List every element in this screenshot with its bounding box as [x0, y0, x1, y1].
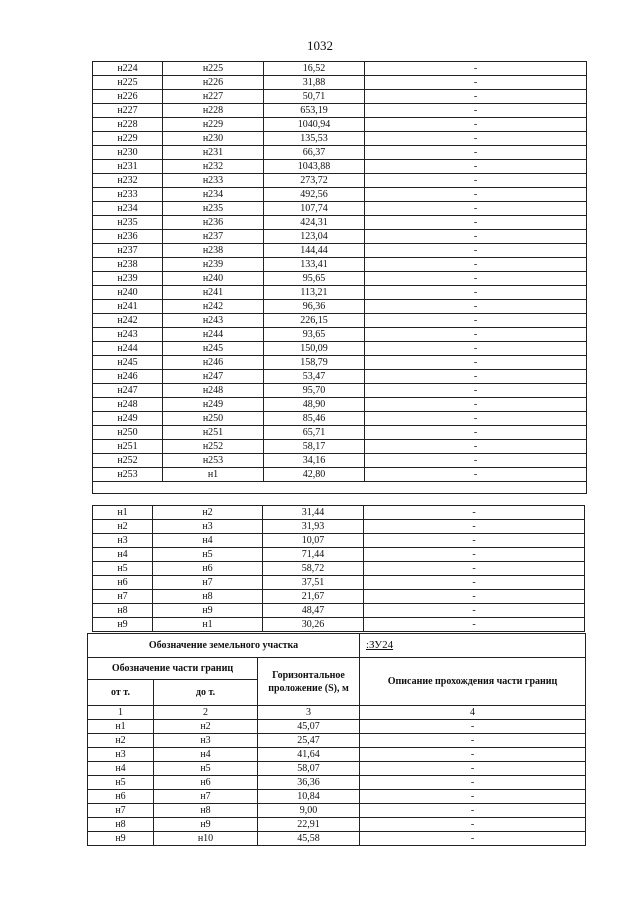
to-point: н2 [154, 720, 258, 734]
description: - [364, 604, 585, 618]
to-point: н4 [154, 748, 258, 762]
table-row [93, 440, 587, 454]
to-point: н228 [163, 104, 264, 118]
table-row [88, 734, 586, 748]
from-point: н4 [88, 762, 154, 776]
to-point: н240 [163, 272, 264, 286]
from-point: н230 [93, 146, 163, 160]
description: - [360, 804, 586, 818]
to-point: н247 [163, 370, 264, 384]
description: - [365, 230, 587, 244]
from-point: н7 [93, 590, 153, 604]
to-point: н5 [153, 548, 263, 562]
from-point: н8 [93, 604, 153, 618]
description: - [364, 548, 585, 562]
description: - [365, 272, 587, 286]
table-row [93, 132, 587, 146]
table-row [93, 370, 587, 384]
table-row [88, 804, 586, 818]
to-point: н239 [163, 258, 264, 272]
to-point: н6 [153, 562, 263, 576]
table-row [93, 314, 587, 328]
description: - [365, 370, 587, 384]
description: - [365, 342, 587, 356]
col-num-1: 1 [88, 706, 154, 720]
to-point: н233 [163, 174, 264, 188]
from-point: н4 [93, 548, 153, 562]
from-point: н1 [88, 720, 154, 734]
table-row [93, 328, 587, 342]
table-row [93, 506, 585, 520]
table-row [93, 244, 587, 258]
table-row [93, 160, 587, 174]
horizontal-distance: 144,44 [264, 244, 365, 258]
table-row [88, 818, 586, 832]
table-row [88, 720, 586, 734]
table-row [93, 286, 587, 300]
description: - [365, 146, 587, 160]
horizontal-distance: 31,88 [264, 76, 365, 90]
horizontal-distance: 53,47 [264, 370, 365, 384]
to-point: н7 [154, 790, 258, 804]
description: - [360, 818, 586, 832]
table-row [93, 258, 587, 272]
table-row [93, 590, 585, 604]
horizontal-header: Горизонтальное проложение (S), м [258, 658, 360, 706]
table-row [93, 576, 585, 590]
table-row [88, 748, 586, 762]
horizontal-distance: 34,16 [264, 454, 365, 468]
to-point: н242 [163, 300, 264, 314]
table-row [93, 216, 587, 230]
description: - [365, 426, 587, 440]
description: - [365, 468, 587, 482]
horizontal-distance: 65,71 [264, 426, 365, 440]
col-num-4: 4 [360, 706, 586, 720]
from-point: н253 [93, 468, 163, 482]
horizontal-distance: 113,21 [264, 286, 365, 300]
horizontal-distance: 31,93 [263, 520, 364, 534]
from-point: н236 [93, 230, 163, 244]
description: - [365, 202, 587, 216]
from-point: н233 [93, 188, 163, 202]
to-point: н9 [153, 604, 263, 618]
table-row [93, 454, 587, 468]
description: - [365, 188, 587, 202]
horizontal-distance: 424,31 [264, 216, 365, 230]
description: - [364, 576, 585, 590]
horizontal-distance: 1040,94 [264, 118, 365, 132]
to-point: н4 [153, 534, 263, 548]
from-point: н252 [93, 454, 163, 468]
description: - [360, 776, 586, 790]
description: - [360, 762, 586, 776]
horizontal-distance: 37,51 [263, 576, 364, 590]
description: - [364, 506, 585, 520]
from-point: н243 [93, 328, 163, 342]
horizontal-distance: 95,65 [264, 272, 365, 286]
from-point: н3 [93, 534, 153, 548]
table-row [93, 90, 587, 104]
from-point: н246 [93, 370, 163, 384]
horizontal-distance: 653,19 [264, 104, 365, 118]
description: - [365, 118, 587, 132]
to-point: н244 [163, 328, 264, 342]
horizontal-distance: 45,58 [258, 832, 360, 846]
table-row [93, 384, 587, 398]
horizontal-distance: 135,53 [264, 132, 365, 146]
to-point: н9 [154, 818, 258, 832]
from-point: н251 [93, 440, 163, 454]
horizontal-distance: 1043,88 [264, 160, 365, 174]
from-header: от т. [88, 680, 154, 706]
description: - [365, 398, 587, 412]
table-row [93, 562, 585, 576]
from-point: н1 [93, 506, 153, 520]
table-row [93, 272, 587, 286]
table-row [88, 790, 586, 804]
to-point: н238 [163, 244, 264, 258]
description: - [365, 90, 587, 104]
horizontal-distance: 492,56 [264, 188, 365, 202]
parcel-value: :ЗУ24 [360, 634, 586, 658]
parcel-table [87, 633, 586, 846]
horizontal-distance: 45,07 [258, 720, 360, 734]
horizontal-distance: 25,47 [258, 734, 360, 748]
description: - [364, 618, 585, 632]
from-point: н237 [93, 244, 163, 258]
to-point: н8 [154, 804, 258, 818]
table-row [93, 300, 587, 314]
description: - [365, 160, 587, 174]
description: - [360, 790, 586, 804]
from-point: н245 [93, 356, 163, 370]
horizontal-distance: 123,04 [264, 230, 365, 244]
from-point: н234 [93, 202, 163, 216]
from-point: н6 [88, 790, 154, 804]
description: - [364, 590, 585, 604]
description: - [364, 534, 585, 548]
horizontal-distance: 10,07 [263, 534, 364, 548]
description: - [365, 174, 587, 188]
parcel-label: Обозначение земельного участка [88, 634, 360, 658]
col-num-3: 3 [258, 706, 360, 720]
header-row-1 [88, 658, 586, 680]
spacer-cell [93, 482, 587, 494]
to-point: н3 [153, 520, 263, 534]
from-point: н235 [93, 216, 163, 230]
from-point: н249 [93, 412, 163, 426]
table-row [88, 776, 586, 790]
table-row [93, 104, 587, 118]
horizontal-distance: 10,84 [258, 790, 360, 804]
horizontal-distance: 22,91 [258, 818, 360, 832]
description: - [364, 562, 585, 576]
horizontal-distance: 158,79 [264, 356, 365, 370]
table-row [93, 118, 587, 132]
horizontal-distance: 58,72 [263, 562, 364, 576]
horizontal-distance: 133,41 [264, 258, 365, 272]
to-point: н227 [163, 90, 264, 104]
from-point: н232 [93, 174, 163, 188]
to-point: н230 [163, 132, 264, 146]
horizontal-distance: 50,71 [264, 90, 365, 104]
to-point: н8 [153, 590, 263, 604]
from-point: н2 [93, 520, 153, 534]
description: - [360, 734, 586, 748]
table-row [93, 412, 587, 426]
horizontal-distance: 95,70 [264, 384, 365, 398]
from-point: н225 [93, 76, 163, 90]
description: - [360, 748, 586, 762]
from-point: н226 [93, 90, 163, 104]
table-row [93, 534, 585, 548]
horizontal-distance: 58,17 [264, 440, 365, 454]
from-point: н242 [93, 314, 163, 328]
horizontal-distance: 150,09 [264, 342, 365, 356]
horizontal-distance: 48,90 [264, 398, 365, 412]
description-header: Описание прохождения части границ [360, 658, 586, 706]
description: - [360, 720, 586, 734]
description: - [365, 440, 587, 454]
from-point: н7 [88, 804, 154, 818]
to-point: н243 [163, 314, 264, 328]
to-point: н6 [154, 776, 258, 790]
horizontal-distance: 9,00 [258, 804, 360, 818]
from-point: н227 [93, 104, 163, 118]
table-row [93, 398, 587, 412]
description: - [365, 62, 587, 76]
to-point: н232 [163, 160, 264, 174]
to-point: н226 [163, 76, 264, 90]
to-point: н7 [153, 576, 263, 590]
table-row [93, 618, 585, 632]
to-point: н245 [163, 342, 264, 356]
from-point: н244 [93, 342, 163, 356]
horizontal-distance: 42,80 [264, 468, 365, 482]
description: - [365, 76, 587, 90]
description: - [365, 314, 587, 328]
description: - [365, 216, 587, 230]
to-point: н234 [163, 188, 264, 202]
table-row [93, 230, 587, 244]
from-point: н238 [93, 258, 163, 272]
horizontal-distance: 30,26 [263, 618, 364, 632]
table-row [93, 356, 587, 370]
boundary-table-1 [92, 61, 587, 494]
from-point: н228 [93, 118, 163, 132]
description: - [365, 286, 587, 300]
to-header: до т. [154, 680, 258, 706]
horizontal-distance: 226,15 [264, 314, 365, 328]
table-row [93, 146, 587, 160]
from-point: н241 [93, 300, 163, 314]
col-num-2: 2 [154, 706, 258, 720]
horizontal-distance: 96,36 [264, 300, 365, 314]
table-row [93, 174, 587, 188]
to-point: н2 [153, 506, 263, 520]
to-point: н229 [163, 118, 264, 132]
table-row [93, 468, 587, 482]
from-point: н2 [88, 734, 154, 748]
description: - [365, 384, 587, 398]
description: - [365, 356, 587, 370]
to-point: н246 [163, 356, 264, 370]
to-point: н1 [163, 468, 264, 482]
description: - [365, 258, 587, 272]
from-point: н5 [88, 776, 154, 790]
table-row [93, 604, 585, 618]
horizontal-distance: 48,47 [263, 604, 364, 618]
horizontal-distance: 93,65 [264, 328, 365, 342]
table-row [93, 520, 585, 534]
horizontal-distance: 16,52 [264, 62, 365, 76]
part-boundaries-header: Обозначение части границ [88, 658, 258, 680]
horizontal-distance: 41,64 [258, 748, 360, 762]
description: - [365, 104, 587, 118]
horizontal-distance: 36,36 [258, 776, 360, 790]
boundary-table-2 [92, 505, 585, 632]
to-point: н5 [154, 762, 258, 776]
page-number: 1032 [307, 38, 333, 53]
from-point: н229 [93, 132, 163, 146]
to-point: н241 [163, 286, 264, 300]
to-point: н237 [163, 230, 264, 244]
from-point: н250 [93, 426, 163, 440]
table-row [93, 342, 587, 356]
horizontal-distance: 85,46 [264, 412, 365, 426]
from-point: н9 [93, 618, 153, 632]
horizontal-distance: 107,74 [264, 202, 365, 216]
column-number-row [88, 706, 586, 720]
description: - [360, 832, 586, 846]
table-row [93, 188, 587, 202]
horizontal-distance: 58,07 [258, 762, 360, 776]
from-point: н231 [93, 160, 163, 174]
to-point: н231 [163, 146, 264, 160]
from-point: н5 [93, 562, 153, 576]
to-point: н249 [163, 398, 264, 412]
from-point: н248 [93, 398, 163, 412]
from-point: н224 [93, 62, 163, 76]
horizontal-distance: 66,37 [264, 146, 365, 160]
horizontal-distance: 21,67 [263, 590, 364, 604]
description: - [365, 454, 587, 468]
table-row [93, 202, 587, 216]
table-row [93, 426, 587, 440]
from-point: н247 [93, 384, 163, 398]
from-point: н3 [88, 748, 154, 762]
to-point: н236 [163, 216, 264, 230]
description: - [364, 520, 585, 534]
description: - [365, 328, 587, 342]
from-point: н240 [93, 286, 163, 300]
description: - [365, 412, 587, 426]
to-point: н250 [163, 412, 264, 426]
to-point: н10 [154, 832, 258, 846]
from-point: н9 [88, 832, 154, 846]
to-point: н251 [163, 426, 264, 440]
horizontal-distance: 71,44 [263, 548, 364, 562]
table-row [93, 62, 587, 76]
description: - [365, 132, 587, 146]
to-point: н253 [163, 454, 264, 468]
table-row [93, 76, 587, 90]
to-point: н235 [163, 202, 264, 216]
table-row [88, 832, 586, 846]
spacer-row [93, 482, 587, 494]
to-point: н3 [154, 734, 258, 748]
to-point: н248 [163, 384, 264, 398]
from-point: н8 [88, 818, 154, 832]
to-point: н1 [153, 618, 263, 632]
from-point: н239 [93, 272, 163, 286]
to-point: н252 [163, 440, 264, 454]
description: - [365, 244, 587, 258]
table-row [88, 762, 586, 776]
table-row [93, 548, 585, 562]
from-point: н6 [93, 576, 153, 590]
to-point: н225 [163, 62, 264, 76]
parcel-row [88, 634, 586, 658]
description: - [365, 300, 587, 314]
horizontal-distance: 273,72 [264, 174, 365, 188]
horizontal-distance: 31,44 [263, 506, 364, 520]
